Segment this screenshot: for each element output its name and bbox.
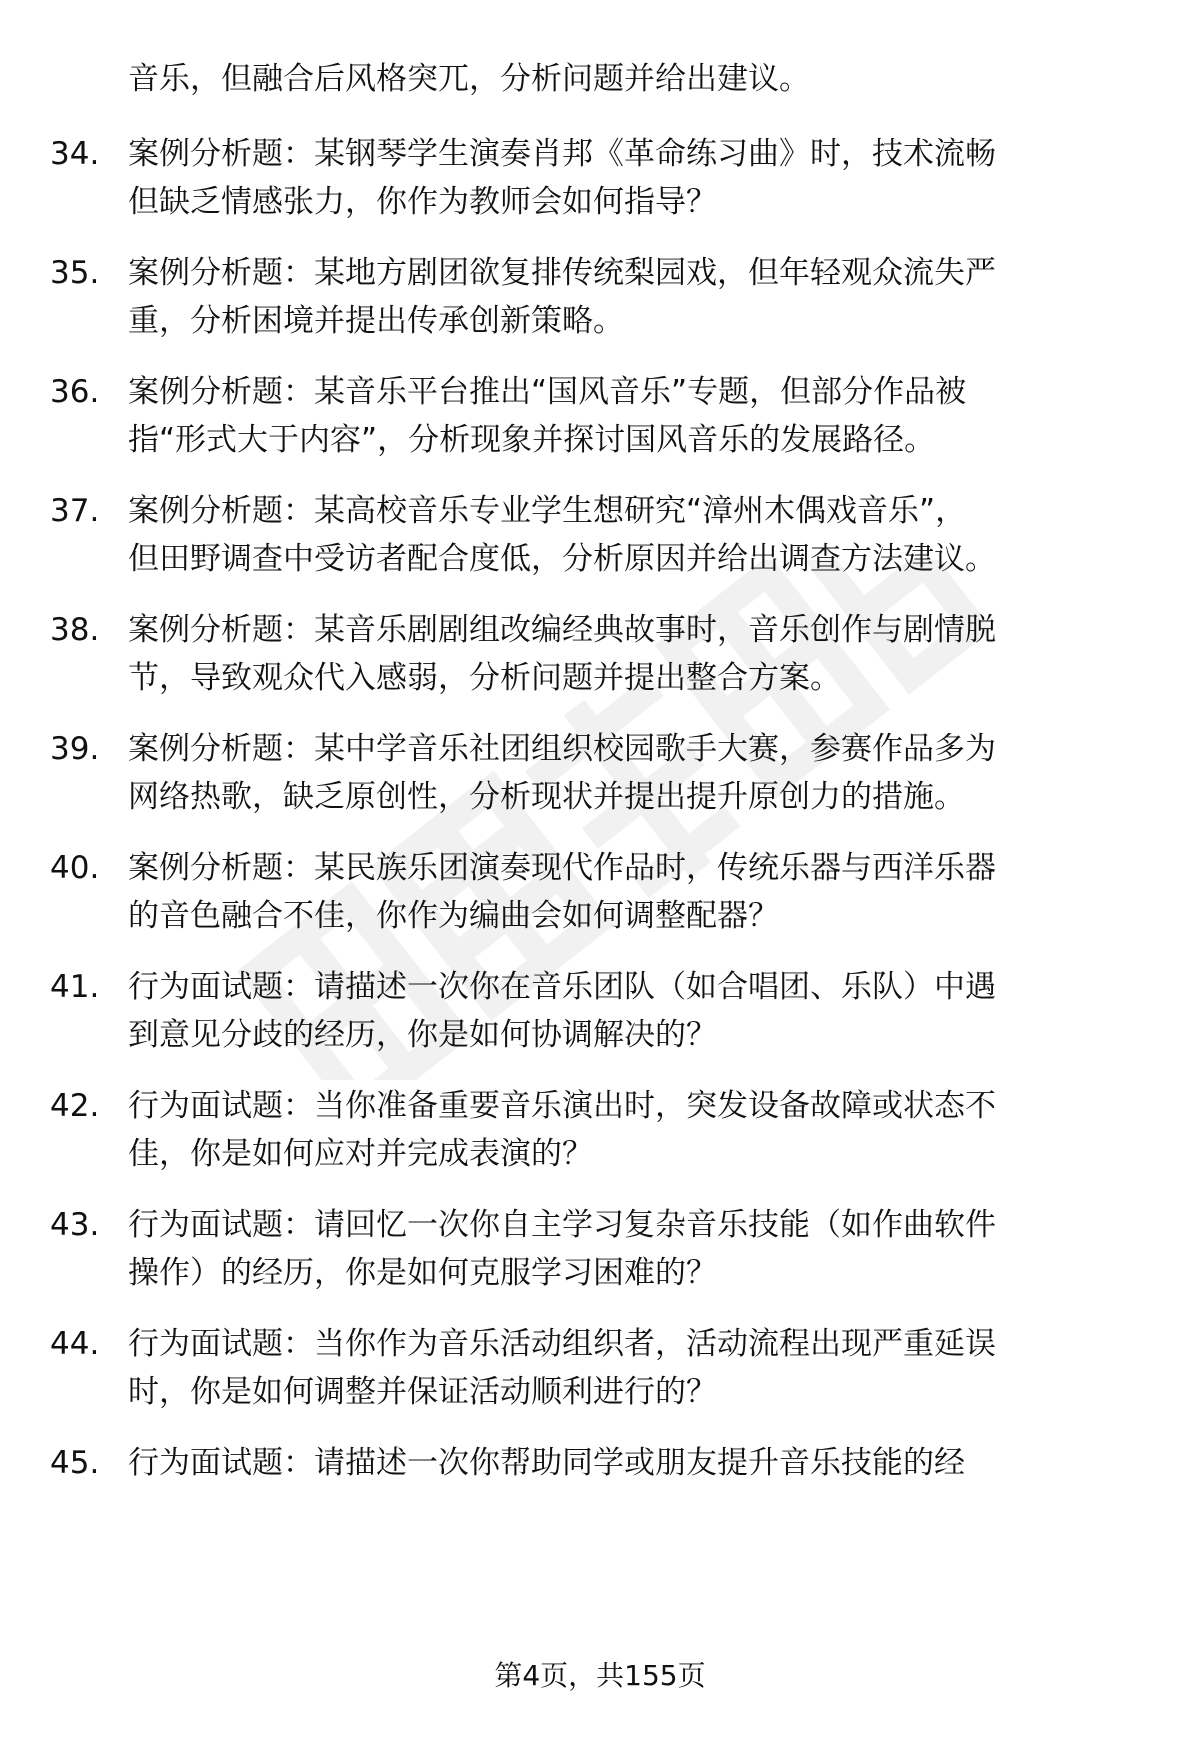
question-text-line-2: 但缺乏情感张力，你作为教师会如何指导？ — [128, 184, 717, 220]
question-text-line-1: 案例分析题：某地方剧团欲复排传统梨园戏，但年轻观众流失严 — [128, 255, 996, 291]
question-text-line-1: 案例分析题：某民族乐团演奏现代作品时，传统乐器与西洋乐器 — [128, 850, 996, 886]
question-number: 34. — [50, 136, 100, 172]
question-number: 35. — [50, 255, 100, 291]
question-text-line-1: 行为面试题：当你准备重要音乐演出时，突发设备故障或状态不 — [128, 1088, 996, 1124]
question-number: 44. — [50, 1326, 100, 1362]
question-number: 39. — [50, 731, 100, 767]
page-footer: 第4页，共155页 — [494, 1659, 706, 1692]
question-text-line-1: 行为面试题：当你作为音乐活动组织者，活动流程出现严重延误 — [128, 1326, 996, 1362]
question-number: 40. — [50, 850, 100, 886]
question-number: 38. — [50, 612, 100, 648]
question-text-line-1: 案例分析题：某音乐剧剧组改编经典故事时，音乐创作与剧情脱 — [128, 612, 996, 648]
question-text-line-1: 行为面试题：请描述一次你帮助同学或朋友提升音乐技能的经 — [128, 1445, 965, 1481]
question-text-line-1: 行为面试题：请描述一次你在音乐团队（如合唱团、乐队）中遇 — [128, 969, 996, 1005]
question-text-line-2: 指“形式大于内容”，分析现象并探讨国风音乐的发展路径。 — [128, 422, 936, 458]
question-text-line-2: 重，分析困境并提出传承创新策略。 — [128, 303, 624, 339]
question-text-line-2: 佳，你是如何应对并完成表演的？ — [128, 1136, 593, 1172]
question-number: 43. — [50, 1207, 100, 1243]
continuation-line: 音乐，但融合后风格突兀，分析问题并给出建议。 — [128, 61, 810, 97]
question-text-line-1: 案例分析题：某高校音乐专业学生想研究“漳州木偶戏音乐”， — [128, 493, 967, 529]
question-number: 41. — [50, 969, 100, 1005]
question-text-line-1: 案例分析题：某中学音乐社团组织校园歌手大赛，参赛作品多为 — [128, 731, 996, 767]
question-number: 42. — [50, 1088, 100, 1124]
question-text-line-1: 案例分析题：某音乐平台推出“国风音乐”专题，但部分作品被 — [128, 374, 967, 410]
question-text-line-1: 行为面试题：请回忆一次你自主学习复杂音乐技能（如作曲软件 — [128, 1207, 996, 1243]
question-text-line-2: 网络热歌，缺乏原创性，分析现状并提出提升原创力的措施。 — [128, 779, 965, 815]
question-text-line-2: 到意见分歧的经历，你是如何协调解决的？ — [128, 1017, 717, 1053]
question-number: 37. — [50, 493, 100, 529]
question-text-line-2: 时，你是如何调整并保证活动顺利进行的？ — [128, 1374, 717, 1410]
question-text-line-1: 案例分析题：某钢琴学生演奏肖邦《革命练习曲》时，技术流畅 — [128, 136, 996, 172]
question-text-line-2: 操作）的经历，你是如何克服学习困难的？ — [128, 1255, 717, 1291]
question-number: 45. — [50, 1445, 100, 1481]
question-number: 36. — [50, 374, 100, 410]
question-text-line-2: 的音色融合不佳，你作为编曲会如何调整配器？ — [128, 898, 779, 934]
question-text-line-2: 但田野调查中受访者配合度低，分析原因并给出调查方法建议。 — [128, 541, 996, 577]
question-text-line-2: 节，导致观众代入感弱，分析问题并提出整合方案。 — [128, 660, 841, 696]
